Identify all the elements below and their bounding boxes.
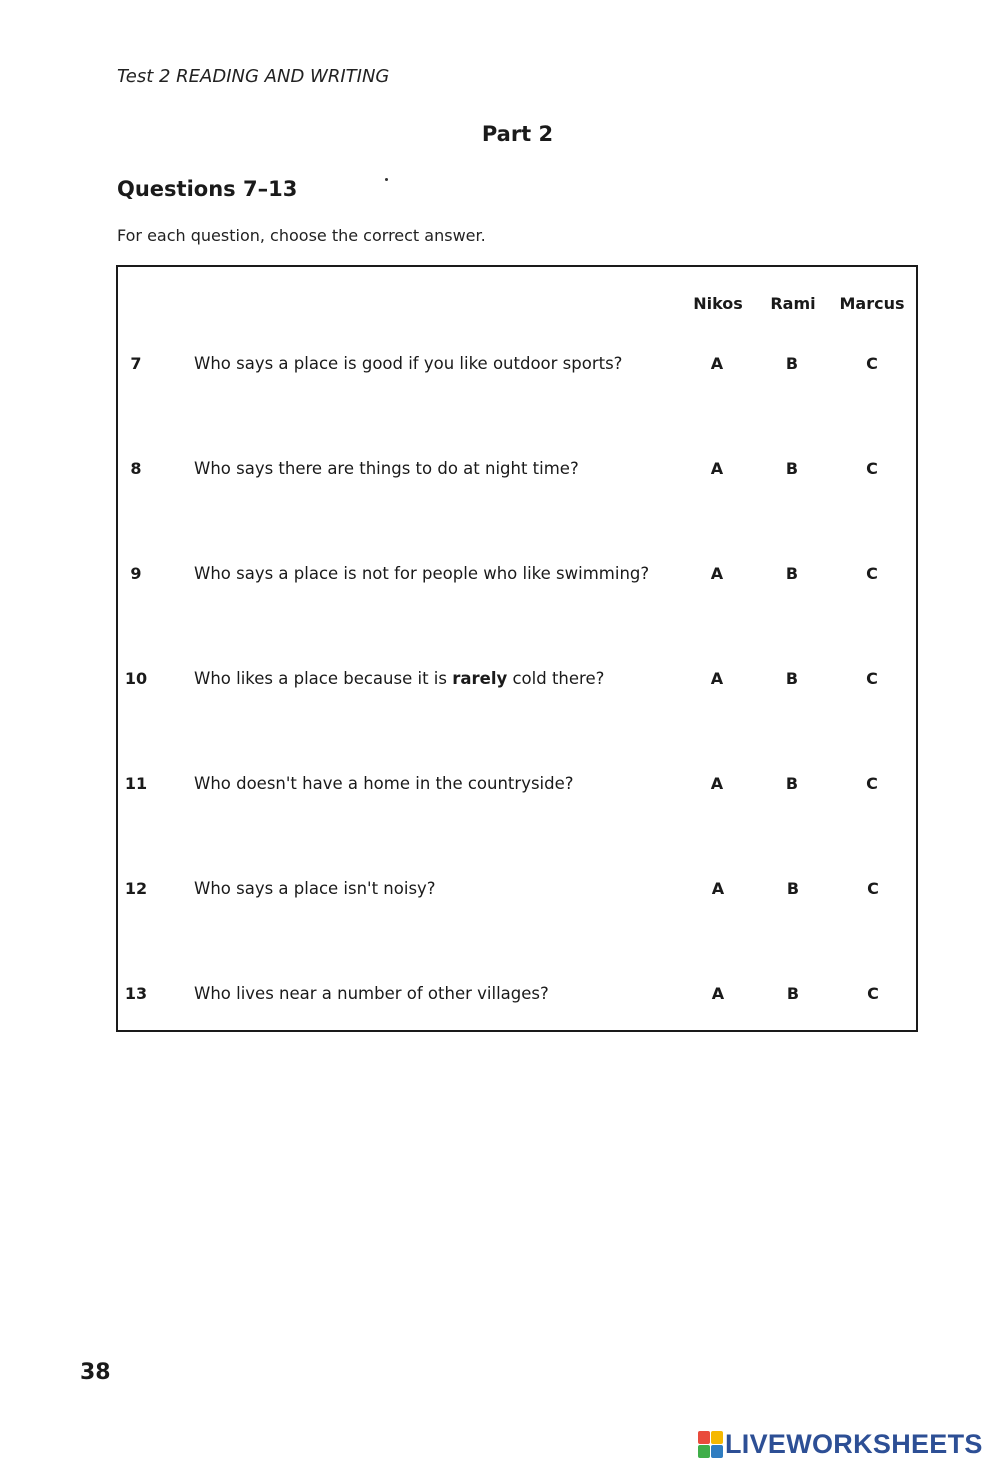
question-text: Who doesn't have a home in the countryside?: [194, 774, 574, 793]
stray-dot: [385, 178, 388, 181]
column-head-marcus: Marcus: [839, 294, 905, 313]
question-number: 13: [124, 984, 148, 1003]
running-header: Test 2 READING AND WRITING: [117, 66, 390, 87]
option-a[interactable]: A: [710, 669, 724, 688]
option-a[interactable]: A: [710, 459, 724, 478]
brand-square-blue: [711, 1445, 723, 1458]
question-number: 8: [130, 459, 142, 478]
brand-square-green: [698, 1445, 710, 1458]
option-b[interactable]: B: [785, 774, 799, 793]
option-b[interactable]: B: [785, 669, 799, 688]
question-text: Who lives near a number of other villages?: [194, 984, 549, 1003]
column-head-rami: Rami: [770, 294, 816, 313]
part-title: Part 2: [481, 122, 554, 146]
question-text-part: cold there?: [507, 669, 605, 688]
question-row: [0, 774, 1000, 804]
question-text: Who says a place is good if you like outdoor sports?: [194, 354, 623, 373]
brand-square-yellow: [711, 1431, 723, 1444]
option-b[interactable]: B: [785, 564, 799, 583]
option-c[interactable]: C: [866, 774, 878, 793]
option-a[interactable]: A: [711, 879, 725, 898]
option-c[interactable]: C: [867, 879, 879, 898]
brand-icon: [698, 1431, 722, 1457]
questions-title: Questions 7–13: [117, 177, 298, 201]
option-a[interactable]: A: [710, 354, 724, 373]
option-c[interactable]: C: [866, 564, 878, 583]
instruction-text: For each question, choose the correct answer.: [117, 226, 486, 245]
column-head-nikos: Nikos: [693, 294, 743, 313]
question-number: 7: [130, 354, 142, 373]
option-c[interactable]: C: [866, 669, 878, 688]
option-c[interactable]: C: [866, 459, 878, 478]
liveworksheets-logo[interactable]: [698, 1428, 983, 1460]
option-a[interactable]: A: [711, 984, 725, 1003]
question-row: [0, 354, 1000, 384]
option-b[interactable]: B: [786, 879, 800, 898]
brand-name: LIVEWORKSHEETS: [725, 1428, 983, 1459]
question-text-part: Who likes a place because it is: [194, 669, 453, 688]
page-number: 38: [80, 1360, 111, 1385]
option-a[interactable]: A: [710, 774, 724, 793]
option-c[interactable]: C: [866, 354, 878, 373]
question-number: 10: [124, 669, 148, 688]
question-text: Who says a place is not for people who like swimming?: [194, 564, 650, 583]
question-row: [0, 669, 1000, 699]
question-row: [0, 459, 1000, 489]
option-b[interactable]: B: [785, 354, 799, 373]
question-text: [194, 669, 604, 688]
option-a[interactable]: A: [710, 564, 724, 583]
question-row: [0, 564, 1000, 594]
question-number: 11: [124, 774, 148, 793]
question-text: Who says there are things to do at night time?: [194, 459, 579, 478]
question-number: 9: [130, 564, 142, 583]
option-b[interactable]: B: [785, 459, 799, 478]
option-c[interactable]: C: [867, 984, 879, 1003]
brand-square-red: [698, 1431, 710, 1444]
option-b[interactable]: B: [786, 984, 800, 1003]
question-row: [0, 879, 1000, 909]
question-row: [0, 984, 1000, 1014]
emphasized-word: rarely: [452, 669, 508, 688]
question-text: Who says a place isn't noisy?: [194, 879, 436, 898]
question-number: 12: [124, 879, 148, 898]
